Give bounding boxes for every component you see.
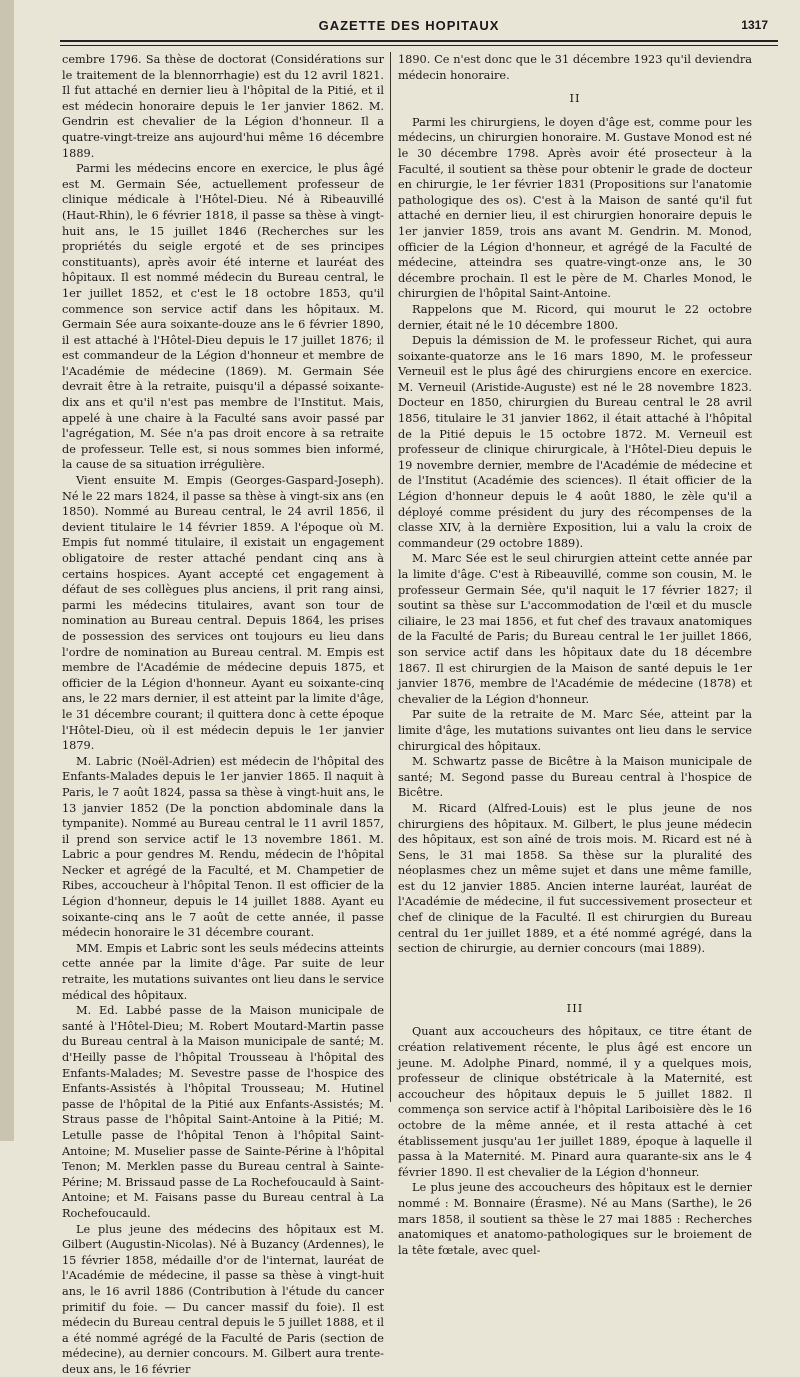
paragraph: 1890. Ce n'est donc que le 31 décembre 1923 qu'il deviendra médecin honoraire.: [398, 53, 752, 82]
paragraph: Rappelons que M. Ricord, qui mourut le 22 octobre dernier, était né le 10 décembre 1800.: [398, 302, 752, 332]
paragraph: Vient ensuite M. Empis (Georges-Gaspard-Joseph). Né le 22 mars 1824, il passe sa thèse à vingt-six ans (en 1850). Nommé au Bureau central, le 24 avril 1856, il devient titulaire le 14 février 1859. A l'époque où M. Empis fut nommé titulaire, il existait un engagement obligatoire de rester attaché pendant cinq ans à certains hospices. Ayant accepté cet engagement à défaut de ses collègues plus anciens, il prit rang ainsi, parmi les médecins titulaires, avant son tour de nomination au Bureau central. Depuis 1864, les prises de possession des services ont toujours eu lieu dans l'ordre de nomination au Bureau central. M. Empis est membre de l'Académie de médecine depuis 1875, et officier de la Légion d'honneur. Ayant eu soixante-cinq ans, le 22 mars dernier, il est atteint par la limite d'âge, le 31 décembre courant; il quittera donc à cette époque l'Hôtel-Dieu, où il est médecin depuis le 1er janvier 1879.: [62, 474, 384, 753]
header-rule-thick: [60, 40, 778, 42]
spacer: [398, 957, 752, 993]
paragraph: Depuis la démission de M. le professeur Richet, qui aura soixante-quatorze ans le 16 mars 1890, M. le professeur Verneuil est le plus âgé des chirurgiens encore en exercice. M. Verneuil (Aristide-Auguste) est né le 28 novembre 1823. Docteur en 1850, chirurgien du Bureau central le 28 avril 1856, titulaire le 31 janvier 1862, il était attaché à l'hôpital de la Pitié depuis le 15 octobre 1872. M. Verneuil est professeur de clinique chirurgicale, à l'Hôtel-Dieu depuis le 19 novembre dernier, membre de l'Académie de médecine et de l'Institut (Académie des sciences). Il était officier de la Légion d'honneur depuis le 4 août 1880, le zèle qu'il a déployé comme président du jury des récompenses de la classe XIV, à la dernière Exposition, lui a valu la croix de commandeur (29 octobre 1889).: [398, 334, 752, 550]
section-heading: II: [569, 91, 581, 106]
paragraph: M. Labric (Noël-Adrien) est médecin de l'hôpital des Enfants-Malades depuis le 1er janvier 1865. Il naquit à Paris, le 7 août 1824, passa sa thèse à vingt-huit ans, le 13 janvier 1852 (De la ponction abdominale dans la tympanite). Nommé au Bureau central le 11 avril 1857, il prend son service actif le 13 novembre 1861. M. Labric a pour gendres M. Rendu, médecin de l'hôpital Necker et agrégé de la Faculté, et M. Champetier de Ribes, accoucheur à l'hôpital Tenon. Il est officier de la Légion d'honneur, depuis le 14 juillet 1888. Ayant eu soixante-cinq ans le 7 août de cette année, il passe médecin honoraire le 31 décembre courant.: [62, 754, 384, 940]
paragraph: MM. Empis et Labric sont les seuls médecins atteints cette année par la limite d'âge. Par suite de leur retraite, les mutations suivantes ont lieu dans le service médical des hôpitaux.: [62, 941, 384, 1002]
page-header: [40, 10, 778, 50]
paragraph: Par suite de la retraite de M. Marc Sée, atteint par la limite d'âge, les mutations suivantes ont lieu dans le service chirurgical des hôpitaux.: [398, 708, 752, 753]
paragraph: M. Ricard (Alfred-Louis) est le plus jeune de nos chirurgiens des hôpitaux. M. Gilbert, le plus jeune médecin des hôpitaux, est son aîné de trois mois. M. Ricard est né à Sens, le 31 mai 1858. Sa thèse sur la pluralité des néoplasmes chez un même sujet et dans une même famille, est du 12 janvier 1885. Ancien interne lauréat, lauréat de l'Académie de médecine, il fut successivement prosecteur et chef de clinique de la Faculté. Il est chirurgien du Bureau central du 1er juillet 1889, et a été nommé agrégé, dans la section de chirurgie, au dernier concours (mai 1889).: [398, 801, 752, 956]
paragraph: cembre 1796. Sa thèse de doctorat (Considérations sur le traitement de la blennorrhagie) est du 12 avril 1821. Il fut attaché en dernier lieu à l'hôpital de la Pitié, et il est médecin honoraire depuis le 1er janvier 1862. M. Gendrin est chevalier de la Légion d'honneur. Il a quatre-vingt-treize ans aujourd'hui même 16 décembre 1889.: [62, 53, 384, 160]
page-number: 1317: [741, 18, 768, 32]
paragraph: Parmi les chirurgiens, le doyen d'âge est, comme pour les médecins, un chirurgien honoraire. M. Gustave Monod est né le 30 décembre 1798. Après avoir été prosecteur à la Faculté, il soutient sa thèse pour obtenir le grade de docteur en chirurgie, le 1er février 1831 (Propositions sur l'anatomie pathologique des os). C'est à la Maison de santé qu'il fut attaché en dernier lieu, il est chirurgien honoraire depuis le 1er janvier 1859, trois ans avant M. Gendrin. M. Monod, officier de la Légion d'honneur, et agrégé de la Faculté de médecine, atteindra ses quatre-vingt-onze ans, le 30 décembre prochain. Il est le père de M. Charles Monod, le chirurgien de l'hôpital Saint-Antoine.: [398, 115, 752, 301]
left-column: [62, 52, 384, 1377]
header-rule-thin: [60, 45, 778, 46]
paragraph: Quant aux accoucheurs des hôpitaux, ce titre étant de création relativement récente, le plus âgé est encore un jeune. M. Adolphe Pinard, nommé, il y a quelques mois, professeur de clinique obstétricale à la Maternité, est accoucheur des hôpitaux depuis le 5 juillet 1882. Il commença son service actif à l'hôpital Lariboisière dès le 16 octobre de la même année, et il resta attaché à cet établissement jusqu'au 1er juillet 1889, époque à laquelle il passa à la Maternité. M. Pinard aura quarante-six ans le 4 février 1890. Il est chevalier de la Légion d'honneur.: [398, 1025, 752, 1179]
journal-title: GAZETTE DES HOPITAUX: [318, 18, 500, 33]
right-column: [398, 52, 752, 1258]
paragraph: M. Marc Sée est le seul chirurgien atteint cette année par la limite d'âge. C'est à Ribeauvillé, comme son cousin, M. le professeur Germain Sée, qu'il naquit le 17 février 1827; il soutint sa thèse sur L'accommodation de l'œil et du muscle ciliaire, le 23 mai 1856, et fut chef des travaux anatomiques de la Faculté de Paris; du Bureau central le 1er juillet 1866, son service actif dans les hôpitaux date du 18 décembre 1867. Il est chirurgien de la Maison de santé depuis le 1er janvier 1876, membre de l'Académie de médecine (1878) et chevalier de la Légion d'honneur.: [398, 552, 752, 706]
paragraph: M. Schwartz passe de Bicêtre à la Maison municipale de santé; M. Segond passe du Bureau central à l'hospice de Bicêtre.: [398, 755, 752, 800]
paragraph: Le plus jeune des médecins des hôpitaux est M. Gilbert (Augustin-Nicolas). Né à Buzancy (Ardennes), le 15 février 1858, médaille d'or de l'internat, lauréat de l'Académie de médecine, il passe sa thèse à vingt-huit ans, le 16 avril 1886 (Contribution à l'étude du cancer primitif du foie. — Du cancer massif du foie). Il est médecin du Bureau central depuis le 5 juillet 1888, et il a été nommé agrégé de la Faculté de Paris (section de médecine), au dernier concours. M. Gilbert aura trente-deux ans, le 16 février: [62, 1222, 384, 1376]
section-heading: III: [566, 1000, 584, 1015]
scan-edge: [0, 0, 14, 1141]
paragraph: M. Ed. Labbé passe de la Maison municipale de santé à l'Hôtel-Dieu; M. Robert Moutard-Martin passe du Bureau central à la Maison municipale de santé; M. d'Heilly passe de l'hôpital Trousseau à l'hôpital des Enfants-Malades; M. Sevestre passe de l'hospice des Enfants-Assistés à l'hôpital Trousseau; M. Hutinel passe de l'hôpital de la Pitié aux Enfants-Assistés; M. Straus passe de l'hôpital Saint-Antoine à la Pitié; M. Letulle passe de l'hôpital Tenon à l'hôpital Saint-Antoine; M. Muselier passe de Sainte-Périne à l'hôpital Tenon; M. Merklen passe du Bureau central à Sainte-Périne; M. Brissaud passe de La Rochefoucauld à Saint-Antoine; et M. Faisans passe du Bureau central à La Rochefoucauld.: [62, 1004, 384, 1220]
column-divider: [390, 52, 391, 1102]
paragraph: Parmi les médecins encore en exercice, le plus âgé est M. Germain Sée, actuellement professeur de clinique médicale à l'Hôtel-Dieu. Né à Ribeauvillé (Haut-Rhin), le 6 février 1818, il passe sa thèse à vingt-huit ans, le 15 juillet 1846 (Recherches sur les propriétés du seigle ergoté et de ses principes constituants), après avoir été interne et lauréat des hôpitaux. Il est nommé médecin du Bureau central, le 1er juillet 1852, et c'est le 18 octobre 1853, qu'il commence son service actif dans les hôpitaux. M. Germain Sée aura soixante-douze ans le 6 février 1890, il est attaché à l'Hôtel-Dieu depuis le 17 juillet 1876; il est commandeur de la Légion d'honneur et membre de l'Académie de médecine (1869). M. Germain Sée devrait être à la retraite, puisqu'il a dépassé soixante-dix ans et qu'il n'est pas membre de l'Institut. Mais, appelé à une chaire à la Faculté sans avoir passé par l'agrégation, M. Sée n'a pas droit encore à sa retraite de professeur. Telle est, si nous sommes bien informé, la cause de sa situation irrégulière.: [62, 162, 384, 472]
paragraph: Le plus jeune des accoucheurs des hôpitaux est le dernier nommé : M. Bonnaire (Érasme). Né au Mans (Sarthe), le 26 mars 1858, il soutient sa thèse le 27 mai 1885 : Recherches anatomiques et anatomo-pathologiques sur le broiement de la tête fœtale, avec quel-: [398, 1181, 752, 1257]
